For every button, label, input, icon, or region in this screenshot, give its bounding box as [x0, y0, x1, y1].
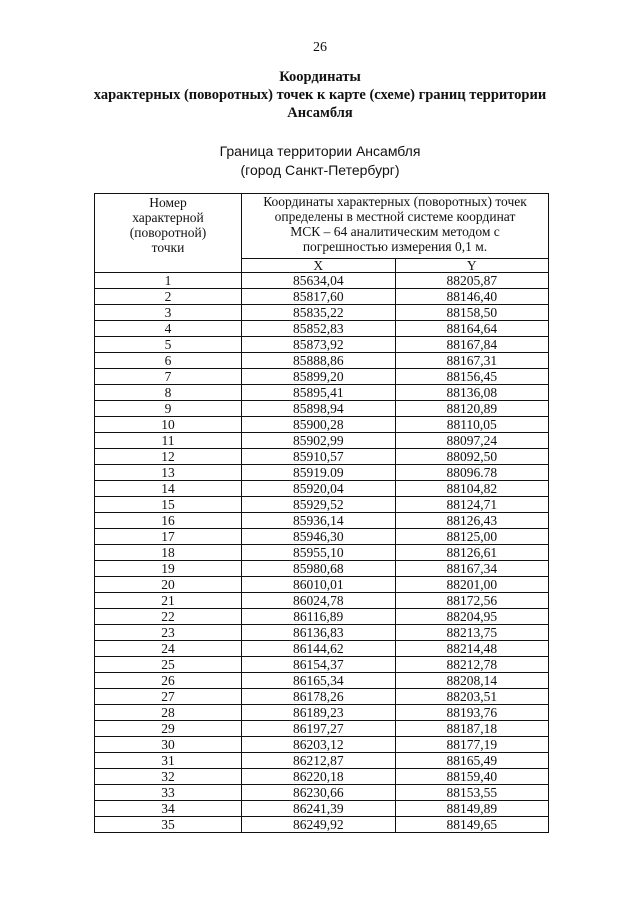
- heading-line-2: характерных (поворотных) точек к карте (схеме) границ территории: [93, 87, 547, 103]
- table-row: [95, 433, 549, 449]
- y-column-header: Y: [395, 259, 549, 273]
- coordinates-table-body: [95, 194, 549, 833]
- y-coordinate-cell: 88153,55: [395, 785, 549, 801]
- y-coordinate-cell: 88205,87: [395, 273, 549, 289]
- x-coordinate-cell: 85920,04: [242, 481, 396, 497]
- table-row: [95, 801, 549, 817]
- point-number-cell: 29: [95, 721, 242, 737]
- table-row: [95, 401, 549, 417]
- x-coordinate-cell: 86165,34: [242, 673, 396, 689]
- x-coordinate-cell: 85900,28: [242, 417, 396, 433]
- y-coordinate-cell: 88214,48: [395, 641, 549, 657]
- y-coordinate-cell: 88165,49: [395, 753, 549, 769]
- point-number-cell: 10: [95, 417, 242, 433]
- point-number-header-line: точки: [151, 240, 185, 255]
- y-coordinate-cell: 88110,05: [395, 417, 549, 433]
- y-coordinate-cell: 88126,61: [395, 545, 549, 561]
- point-number-cell: 19: [95, 561, 242, 577]
- table-row: [95, 305, 549, 321]
- point-number-cell: 27: [95, 689, 242, 705]
- point-number-cell: 21: [95, 593, 242, 609]
- document-subheading: [0, 142, 640, 180]
- table-row: [95, 481, 549, 497]
- point-number-cell: 24: [95, 641, 242, 657]
- y-coordinate-cell: 88120,89: [395, 401, 549, 417]
- y-coordinate-cell: 88126,43: [395, 513, 549, 529]
- x-column-header: X: [242, 259, 396, 273]
- table-row: [95, 721, 549, 737]
- document-heading: [0, 68, 640, 122]
- y-coordinate-cell: 88125,00: [395, 529, 549, 545]
- y-coordinate-cell: 88177,19: [395, 737, 549, 753]
- y-coordinate-cell: 88124,71: [395, 497, 549, 513]
- coordinates-header-line: МСК – 64 аналитическим методом с: [290, 224, 500, 239]
- point-number-header-line: Номер: [149, 195, 187, 210]
- x-coordinate-cell: 85817,60: [242, 289, 396, 305]
- point-number-cell: 7: [95, 369, 242, 385]
- y-coordinate-cell: 88212,78: [395, 657, 549, 673]
- point-number-cell: 35: [95, 817, 242, 833]
- table-row: [95, 273, 549, 289]
- coordinates-header: [242, 194, 549, 259]
- coordinates-header-line: Координаты характерных (поворотных) точек: [263, 194, 527, 209]
- table-row: [95, 609, 549, 625]
- point-number-header-line: характерной: [132, 210, 204, 225]
- x-coordinate-cell: 85910,57: [242, 449, 396, 465]
- point-number-cell: 8: [95, 385, 242, 401]
- x-coordinate-cell: 85902,99: [242, 433, 396, 449]
- x-coordinate-cell: 86144,62: [242, 641, 396, 657]
- y-coordinate-cell: 88092,50: [395, 449, 549, 465]
- point-number-cell: 28: [95, 705, 242, 721]
- point-number-cell: 30: [95, 737, 242, 753]
- table-row: [95, 337, 549, 353]
- y-coordinate-cell: 88167,31: [395, 353, 549, 369]
- table-row: [95, 737, 549, 753]
- y-coordinate-cell: 88097,24: [395, 433, 549, 449]
- y-coordinate-cell: 88203,51: [395, 689, 549, 705]
- y-coordinate-cell: 88208,14: [395, 673, 549, 689]
- x-coordinate-cell: 85899,20: [242, 369, 396, 385]
- x-coordinate-cell: 85873,92: [242, 337, 396, 353]
- x-coordinate-cell: 85852,83: [242, 321, 396, 337]
- table-row: [95, 753, 549, 769]
- y-coordinate-cell: 88149,89: [395, 801, 549, 817]
- x-coordinate-cell: 86024,78: [242, 593, 396, 609]
- x-coordinate-cell: 86241,39: [242, 801, 396, 817]
- point-number-cell: 34: [95, 801, 242, 817]
- y-coordinate-cell: 88167,34: [395, 561, 549, 577]
- x-coordinate-cell: 85895,41: [242, 385, 396, 401]
- x-coordinate-cell: 86220,18: [242, 769, 396, 785]
- point-number-cell: 3: [95, 305, 242, 321]
- y-coordinate-cell: 88204,95: [395, 609, 549, 625]
- point-number-cell: 33: [95, 785, 242, 801]
- x-coordinate-cell: 85919.09: [242, 465, 396, 481]
- x-coordinate-cell: 85929,52: [242, 497, 396, 513]
- point-number-cell: 20: [95, 577, 242, 593]
- point-number-cell: 31: [95, 753, 242, 769]
- point-number-cell: 14: [95, 481, 242, 497]
- table-row: [95, 385, 549, 401]
- x-coordinate-cell: 86116,89: [242, 609, 396, 625]
- y-coordinate-cell: 88149,65: [395, 817, 549, 833]
- x-coordinate-cell: 86230,66: [242, 785, 396, 801]
- point-number-cell: 32: [95, 769, 242, 785]
- x-coordinate-cell: 86249,92: [242, 817, 396, 833]
- point-number-cell: 18: [95, 545, 242, 561]
- x-coordinate-cell: 86212,87: [242, 753, 396, 769]
- table-row: [95, 513, 549, 529]
- table-row: [95, 673, 549, 689]
- page-number: 26: [313, 40, 327, 55]
- coordinates-table: [94, 193, 549, 833]
- x-coordinate-cell: 86010,01: [242, 577, 396, 593]
- point-number-cell: 16: [95, 513, 242, 529]
- table-row: [95, 577, 549, 593]
- point-number-cell: 15: [95, 497, 242, 513]
- table-row: [95, 545, 549, 561]
- table-row: [95, 561, 549, 577]
- x-coordinate-cell: 86197,27: [242, 721, 396, 737]
- x-coordinate-cell: 86178,26: [242, 689, 396, 705]
- y-coordinate-cell: 88156,45: [395, 369, 549, 385]
- y-coordinate-cell: 88193,76: [395, 705, 549, 721]
- heading-line-1: Координаты: [279, 69, 361, 85]
- table-row: [95, 641, 549, 657]
- point-number-cell: 17: [95, 529, 242, 545]
- heading-line-3: Ансамбля: [287, 105, 353, 121]
- y-coordinate-cell: 88104,82: [395, 481, 549, 497]
- point-number-header: [95, 194, 242, 273]
- point-number-cell: 4: [95, 321, 242, 337]
- x-coordinate-cell: 86189,23: [242, 705, 396, 721]
- point-number-cell: 5: [95, 337, 242, 353]
- table-row: [95, 417, 549, 433]
- x-coordinate-cell: 85888,86: [242, 353, 396, 369]
- y-coordinate-cell: 88187,18: [395, 721, 549, 737]
- y-coordinate-cell: 88172,56: [395, 593, 549, 609]
- table-row: [95, 449, 549, 465]
- x-coordinate-cell: 85946,30: [242, 529, 396, 545]
- y-coordinate-cell: 88096.78: [395, 465, 549, 481]
- point-number-cell: 2: [95, 289, 242, 305]
- x-coordinate-cell: 85980,68: [242, 561, 396, 577]
- point-number-cell: 22: [95, 609, 242, 625]
- coordinates-header-line: определены в местной системе координат: [274, 209, 516, 224]
- point-number-cell: 12: [95, 449, 242, 465]
- x-coordinate-cell: 86203,12: [242, 737, 396, 753]
- table-row: [95, 817, 549, 833]
- table-row: [95, 625, 549, 641]
- y-coordinate-cell: 88159,40: [395, 769, 549, 785]
- table-row: [95, 689, 549, 705]
- table-row: [95, 705, 549, 721]
- table-row: [95, 769, 549, 785]
- table-row: [95, 465, 549, 481]
- table-row: [95, 529, 549, 545]
- table-row: [95, 497, 549, 513]
- x-coordinate-cell: 85936,14: [242, 513, 396, 529]
- table-row: [95, 657, 549, 673]
- y-coordinate-cell: 88213,75: [395, 625, 549, 641]
- point-number-cell: 13: [95, 465, 242, 481]
- y-coordinate-cell: 88146,40: [395, 289, 549, 305]
- table-row: [95, 785, 549, 801]
- x-coordinate-cell: 85835,22: [242, 305, 396, 321]
- table-row: [95, 369, 549, 385]
- coordinates-header-line: погрешностью измерения 0,1 м.: [302, 239, 488, 254]
- y-coordinate-cell: 88201,00: [395, 577, 549, 593]
- point-number-cell: 1: [95, 273, 242, 289]
- point-number-cell: 26: [95, 673, 242, 689]
- y-coordinate-cell: 88164,64: [395, 321, 549, 337]
- table-row: [95, 353, 549, 369]
- table-row: [95, 593, 549, 609]
- y-coordinate-cell: 88158,50: [395, 305, 549, 321]
- table-row: [95, 289, 549, 305]
- point-number-cell: 9: [95, 401, 242, 417]
- point-number-cell: 11: [95, 433, 242, 449]
- point-number-cell: 23: [95, 625, 242, 641]
- x-coordinate-cell: 85955,10: [242, 545, 396, 561]
- x-coordinate-cell: 86136,83: [242, 625, 396, 641]
- subheading-line-2: (город Санкт-Петербург): [240, 162, 400, 178]
- subheading-line-1: Граница территории Ансамбля: [219, 143, 421, 159]
- x-coordinate-cell: 85634,04: [242, 273, 396, 289]
- point-number-cell: 25: [95, 657, 242, 673]
- point-number-cell: 6: [95, 353, 242, 369]
- point-number-header-line: (поворотной): [129, 225, 207, 240]
- table-header-row: [95, 194, 549, 259]
- x-coordinate-cell: 86154,37: [242, 657, 396, 673]
- y-coordinate-cell: 88167,84: [395, 337, 549, 353]
- x-coordinate-cell: 85898,94: [242, 401, 396, 417]
- table-row: [95, 321, 549, 337]
- y-coordinate-cell: 88136,08: [395, 385, 549, 401]
